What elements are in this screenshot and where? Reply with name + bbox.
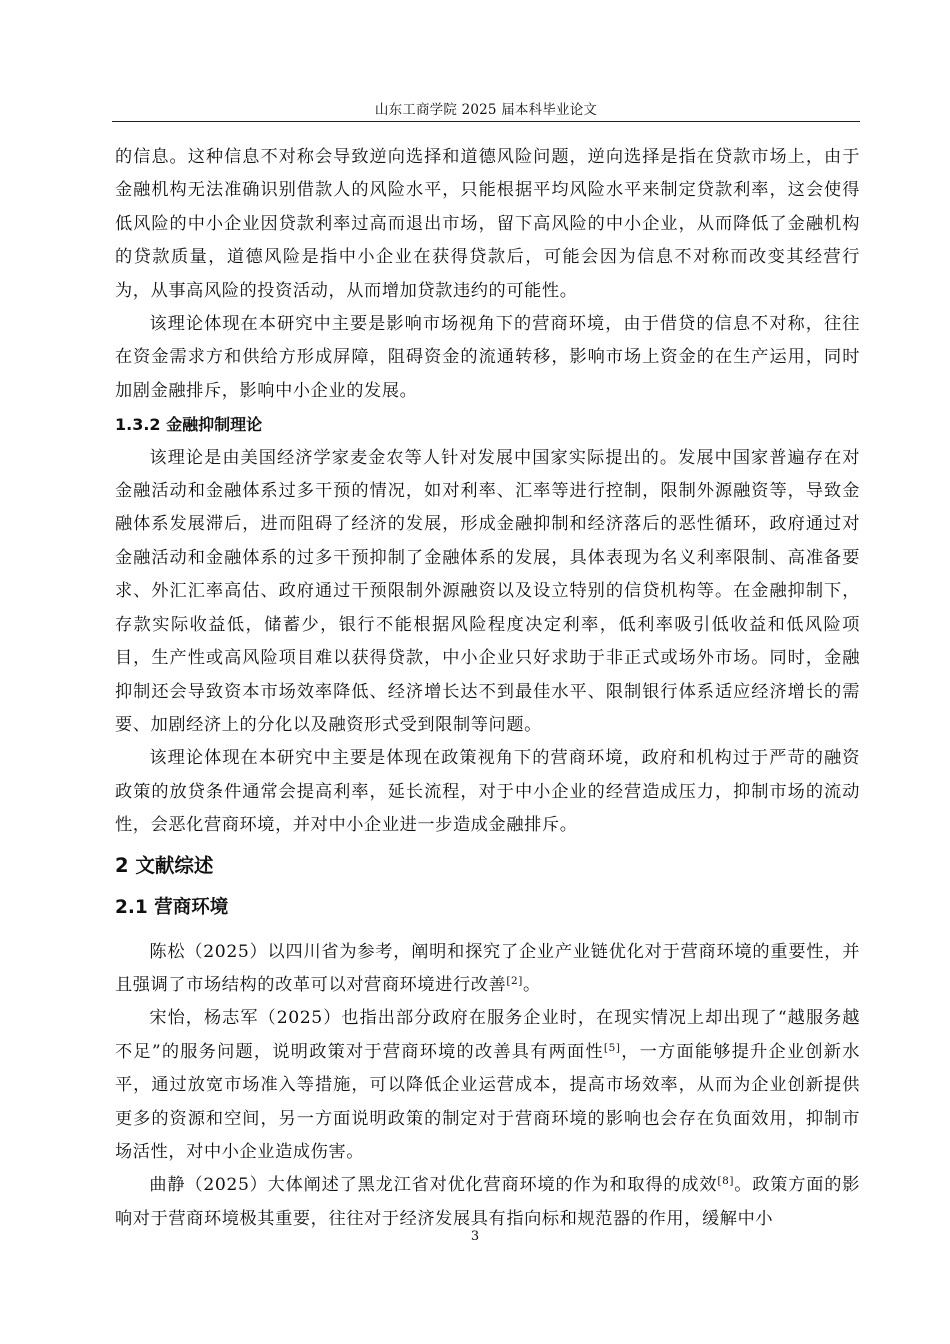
header-divider [112,121,860,122]
page-number: 3 [470,1229,480,1244]
paragraph-text: 。 [523,974,541,995]
paragraph: 该理论体现在本研究中主要是影响市场视角下的营商环境，由于借贷的信息不对称，往往在资金需求方和供给方形成屏障，阻碍资金的流通转移，影响市场上资金的在生产运用，同时加剧金融排斥，影响中小企业的发展。 [115,314,860,401]
paragraph: 该理论是由美国经济学家麦金农等人针对发展中国家实际提出的。发展中国家普遍存在对金融活动和金融体系过多干预的情况，如对利率、汇率等进行控制，限制外源融资等，导致金融体系发展滞后，进而阻碍了经济的发展，形成金融抑制和经济落后的恶性循环，政府通过对金融活动和金融体系的过多干预抑制了金融体系的发展，具体表现为名义利率限制、高准备要求、外汇汇率高估、政府通过干预限制外源融资以及设立特别的信贷机构等。在金融抑制下，存款实际收益低，储蓄少，银行不能根据风险程度决定利率，低利率吸引低收益和低风险项目，生产性或高风险项目难以获得贷款，中小企业只好求助于非正式或场外市场。同时，金融抑制还会导致资本市场效率降低、经济增长达不到最佳水平、限制银行体系适应经济增长的需要、加剧经济上的分化以及融资形式受到限制等问题。 [115,447,860,735]
section-heading-1-3-2: 1.3.2 金融抑制理论 [115,415,263,435]
paragraph-text: 宋怡，杨志军（2025）也指出部分政府在服务企业时，在现实情况上却出现了“越服务越不足”的服务问题，说明政策对于营商环境的改善具有两面性 [115,1008,860,1062]
paragraph-text: 曲静（2025）大体阐述了黑龙江省对优化营商环境的作为和取得的成效 [149,1175,718,1196]
paragraph [115,936,860,1003]
main-content [115,141,860,1236]
paragraph: 该理论体现在本研究中主要是体现在政策视角下的营商环境，政府和机构过于严苛的融资政策的放贷条件通常会提高利率，延长流程，对于中小企业的经营造成压力，抑制市场的流动性，会恶化营商环境，并对中小企业进一步造成金融排斥。 [115,748,860,836]
paragraph [115,1169,860,1236]
section-heading-2-1: 2.1 营商环境 [115,896,229,918]
citation-ref: [8] [717,1175,735,1188]
paragraph-text: 。政策方面的影响对于营商环境极其重要，往往对于经济发展具有指向标和规范器的作用，缓解中小 [115,1175,860,1229]
paragraph: 的信息。这种信息不对称会导致逆向选择和道德风险问题，逆向选择是指在贷款市场上，由于金融机构无法准确识别借款人的风险水平，只能根据平均风险水平来制定贷款利率，这会使得低风险的中小企业因贷款利率过高而退出市场，留下高风险的中小企业，从而降低了金融机构的贷款质量，道德风险是指中小企业在获得贷款后，可能会因为信息不对称而改变其经营行为，从事高风险的投资活动，从而增加贷款违约的可能性。 [115,147,860,301]
paragraph [115,1002,860,1169]
chapter-heading-2: 2 文献综述 [115,853,214,877]
paragraph-text: 陈松（2025）以四川省为参考，阐明和探究了企业产业链优化对于营商环境的重要性，并且强调了市场结构的改革可以对营商环境进行改善 [115,941,860,995]
paragraph-text: ，一方面能够提升企业创新水平，通过放宽市场准入等措施，可以降低企业运营成本，提高市场效率，从而为企业创新提供更多的资源和空间，另一方面说明政策的制定对于营商环境的影响也会存在负面效用，抑制市场活性，对中小企业造成伤害。 [115,1041,860,1162]
citation-ref: [2] [506,974,524,987]
citation-ref: [5] [603,1041,621,1054]
running-header: 山东工商学院 2025 届本科毕业论文 [374,102,598,118]
